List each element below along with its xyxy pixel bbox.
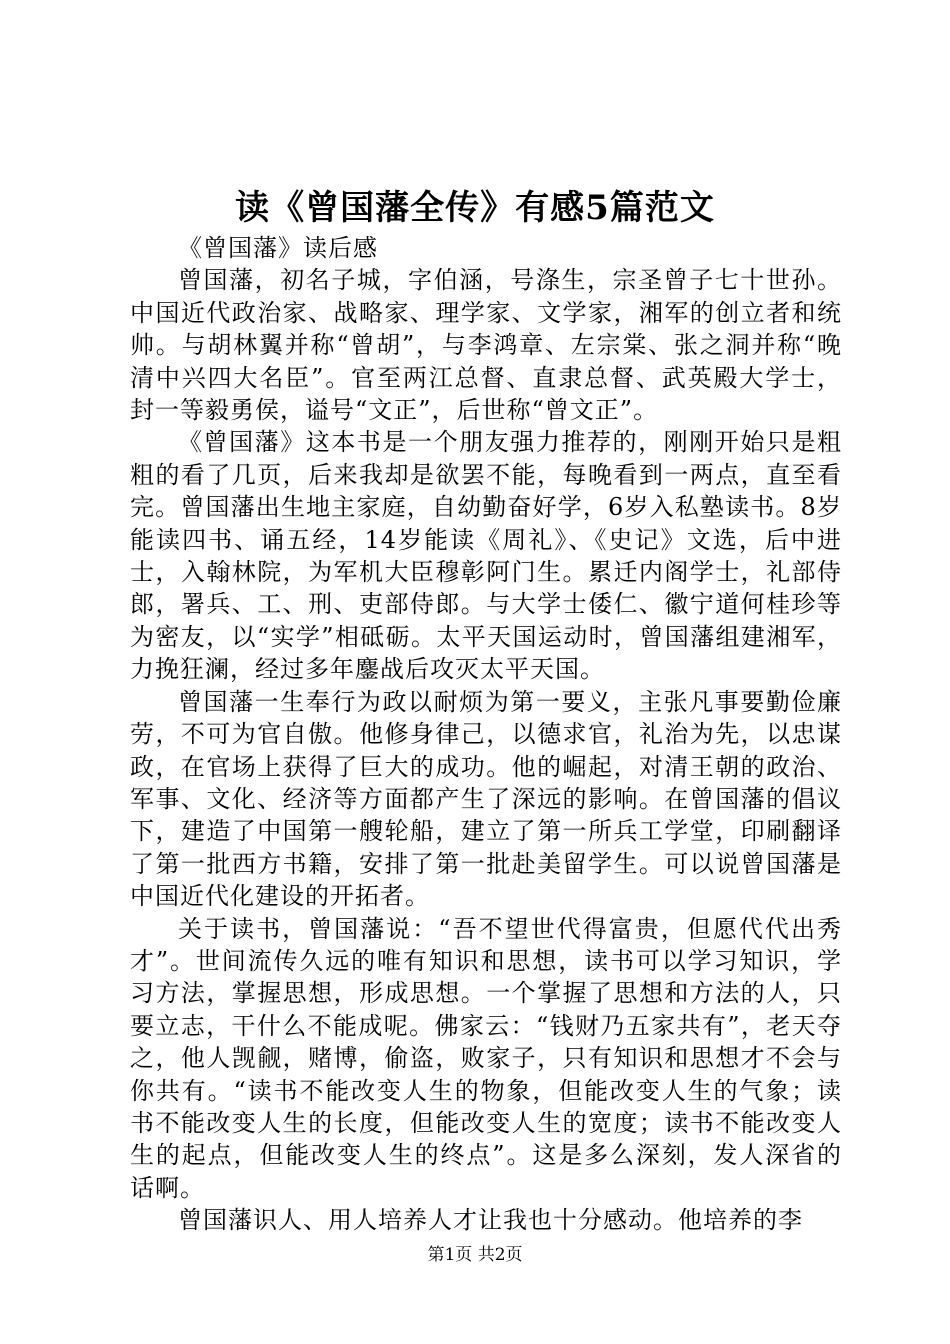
document-body [130,232,842,1237]
document-title: 读《曾国藩全传》有感5篇范文 [235,188,715,228]
paragraph: 关于读书，曾国藩说：“吾不望世代得富贵，但愿代代出秀才”。世间流传久远的唯有知识和思想，读书可以学习知识，学习方法，掌握思想，形成思想。一个掌握了思想和方法的人，只要立志，干什么不能成呢。佛家云：“钱财乃五家共有”，老天夺之，他人觊觎，赌博，偷盗，败家子，只有知识和思想才不会与你共有。“读书不能改变人生的物象，但能改变人生的气象；读书不能改变人生的长度，但能改变人生的宽度；读书不能改变人生的起点，但能改变人生的终点”。这是多么深刻，发人深省的话啊。 [130,914,842,1202]
document-subtitle: 《曾国藩》读后感 [178,234,378,262]
page-footer: 第1页 共2页 [427,1245,523,1265]
paragraph: 《曾国藩》这本书是一个朋友强力推荐的，刚刚开始只是粗粗的看了几页，后来我却是欲罢不能，每晚看到一两点，直至看完。曾国藩出生地主家庭，自幼勤奋好学，6岁入私塾读书。8岁能读四书、诵五经，14岁能读《周礼》、《史记》文选，后中进士，入翰林院，为军机大臣穆彰阿门生。累迁内阁学士，礼部侍郎，署兵、工、刑、吏部侍郎。与大学士倭仁、徽宁道何桂珍等为密友，以“实学”相砥砺。太平天国运动时，曾国藩组建湘军，力挽狂澜，经过多年鏖战后攻灭太平天国。 [130,428,842,684]
paragraph: 曾国藩一生奉行为政以耐烦为第一要义，主张凡事要勤俭廉劳，不可为官自傲。他修身律己，以德求官，礼治为先，以忠谋政，在官场上获得了巨大的成功。他的崛起，对清王朝的政治、军事、文化、经济等方面都产生了深远的影响。在曾国藩的倡议下，建造了中国第一艘轮船，建立了第一所兵工学堂，印刷翻译了第一批西方书籍，安排了第一批赴美留学生。可以说曾国藩是中国近代化建设的开拓者。 [130,687,842,911]
paragraph: 曾国藩识人、用人培养人才让我也十分感动。他培养的李 [178,1206,803,1235]
paragraph: 曾国藩，初名子城，字伯涵，号涤生，宗圣曾子七十世孙。中国近代政治家、战略家、理学家、文学家，湘军的创立者和统帅。与胡林翼并称“曾胡”，与李鸿章、左宗棠、张之洞并称“晚清中兴四大名臣”。官至两江总督、直隶总督、武英殿大学士，封一等毅勇侯，谥号“文正”，后世称“曾文正”。 [130,266,842,425]
